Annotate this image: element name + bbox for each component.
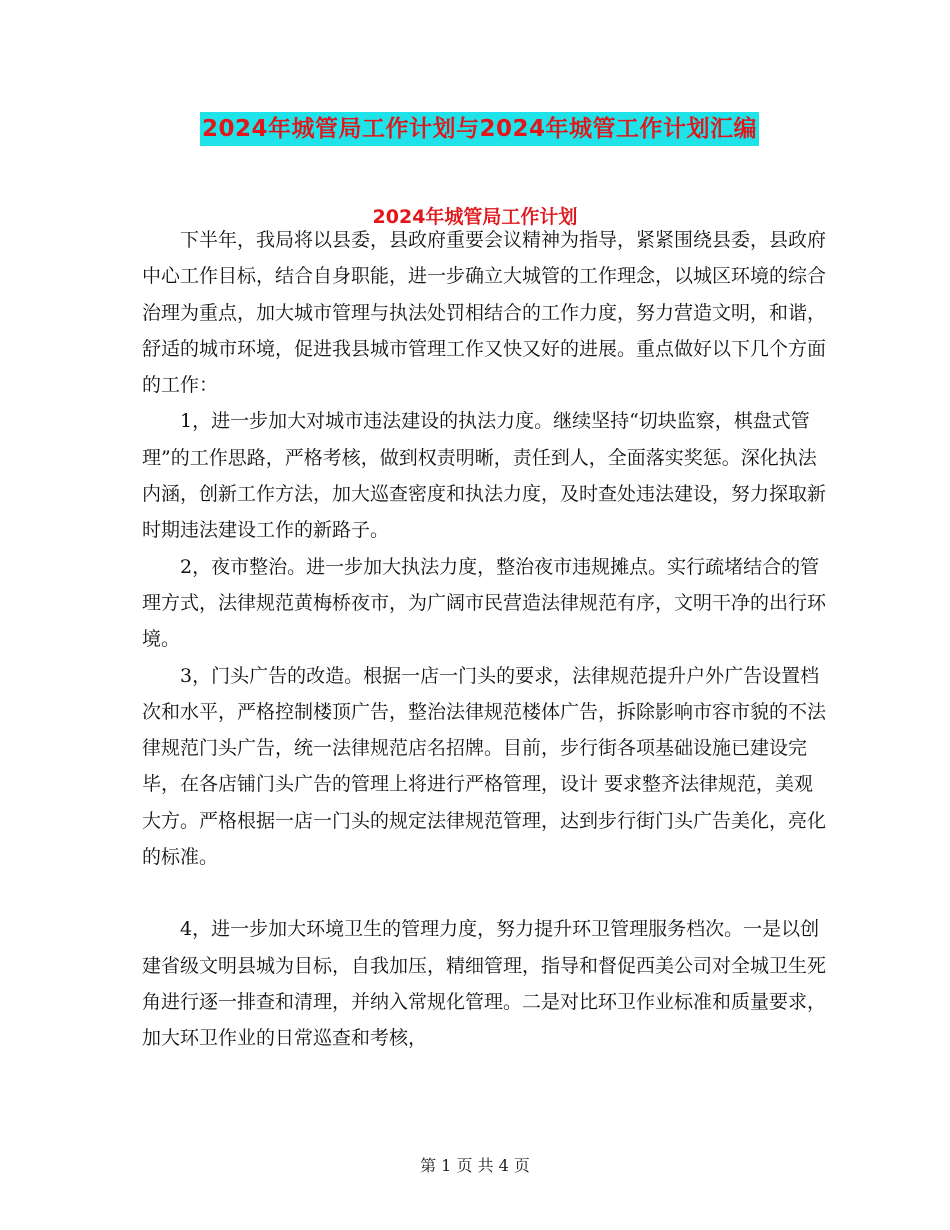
document-body [142, 222, 832, 1057]
document-title: 2024年城管局工作计划与2024年城管工作计划汇编 [200, 112, 759, 146]
paragraph-item-2: 2，夜市整治。进一步加大执法力度，整治夜市违规摊点。实行疏堵结合的管理方式，法律规范黄梅桥夜市，为广阔市民营造法律规范有序，文明干净的出行环境。 [142, 555, 827, 651]
paragraph-item-4: 4，进一步加大环境卫生的管理力度，努力提升环卫管理服务档次。一是以创建省级文明县城为目标，自我加压，精细管理，指导和督促西美公司对全城卫生死角进行逐一排查和清理，并纳入常规化管理。二是对比环卫作业标准和质量要求，加大环卫作业的日常巡查和考核， [142, 918, 827, 1050]
paragraph-intro: 下半年，我局将以县委，县政府重要会议精神为指导，紧紧围绕县委，县政府中心工作目标，结合自身职能，进一步确立大城管的工作理念，以城区环境的综合治理为重点，加大城市管理与执法处罚相结合的工作力度，努力营造文明，和谐，舒适的城市环境，促进我县城市管理工作又快又好的进展。重点做好以下几个方面的工作： [142, 229, 827, 397]
paragraph-item-1: 1，进一步加大对城市违法建设的执法力度。继续坚持“切块监察，棋盘式管理”的工作思路，严格考核，做到权责明晰，责任到人，全面落实奖惩。深化执法内涵，创新工作方法，加大巡查密度和执法力度，及时查处违法建设，努力探取新时期违法建设工作的新路子。 [142, 410, 827, 542]
paragraph-item-3: 3，门头广告的改造。根据一店一门头的要求，法律规范提升户外广告设置档次和水平，严格控制楼顶广告，整治法律规范楼体广告，拆除影响市容市貌的不法律规范门头广告，统一法律规范店名招牌。目前，步行街各项基础设施已建设完毕，在各店铺门头广告的管理上将进行严格管理，设计 要求整齐法律规范，美观大方。严格根据一店一门头的规定法律规范管理，达到步行街门头广告美化，亮化的标准。 [142, 664, 827, 869]
section-title: 2024年城管局工作计划 [372, 206, 578, 228]
page-footer: 第 1 页 共 4 页 [420, 1156, 530, 1175]
